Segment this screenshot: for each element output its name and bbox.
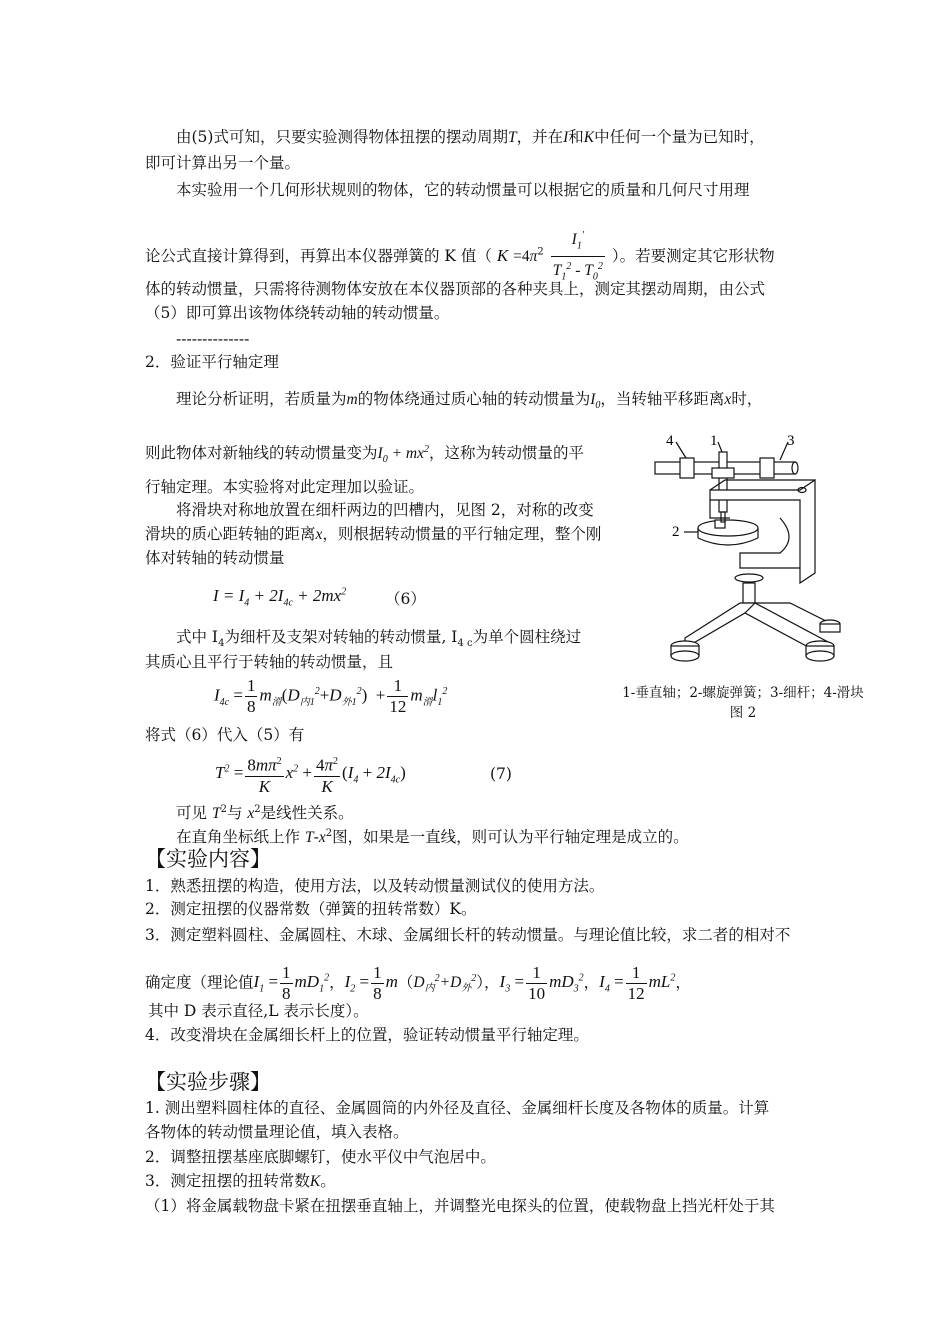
figure-label-1: 1 xyxy=(710,433,718,449)
figure-label-4: 4 xyxy=(666,433,674,449)
para8: 在直角坐标纸上作 $T-x^2$图，如果是一直线，则可认为平行轴定理是成立的。 xyxy=(176,828,689,847)
figure-caption: 1-垂直轴；2-螺旋弹簧；3-细杆；4-滑块 图 2 xyxy=(622,685,864,721)
para7: 可见 $T^2$与 $x^2$是线性关系。 xyxy=(176,804,354,823)
equation-7: $T^2$ = $\frac{8m\pi^2}{K}$ $x^2$ + $\frac{4\pi^2}{K}$ $(I_4 + 2I_{4c})$ xyxy=(215,752,406,797)
step-3: 3．测定扭摆的扭转常数K。 xyxy=(145,1172,336,1190)
separator: -------------- xyxy=(176,330,250,348)
section2-title: 2．验证平行轴定理 xyxy=(145,353,279,371)
content-item-3: 3．测定塑料圆柱、金属圆柱、木球、金属细长杆的转动惯量。与理论值比较，求二者的相对不 xyxy=(145,926,791,944)
para4-line1: 将滑块对称地放置在细杆两边的凹槽内，见图 2，对称的改变 xyxy=(176,501,594,519)
para2-line2: 论公式直接计算得到，再算出本仪器弹簧的 K 值（ $K =4\pi^2$ $\frac{I_1'}{T_1^2 - T_0^2}$ ）。若要测定其它形状物 xyxy=(145,226,775,288)
equation-6-number: （6） xyxy=(385,590,426,608)
step-1-line1: 1. 测出塑料圆柱体的直径、金属圆筒的内外径及直径、金属细杆长度及各物体的质量。计算 xyxy=(145,1099,770,1117)
para2-line3: 体的转动惯量，只需将待测物体安放在本仪器顶部的各种夹具上，测定其摆动周期，由公式 xyxy=(145,280,766,298)
content-item-3-formulas: 确定度（理论值$I_1$ = $\frac{1}{8}$ $mD_1^2$，$I_2$ = $\frac{1}{8}$ $m(D_内^2+D_外^2)$，$I_3$ = $\frac{1}{10}$ $mD_3^2$，$I_4$ = $\frac{1}{12}$ $mL^2$， xyxy=(145,963,691,1003)
para2-line1: 本实验用一个几何形状规则的物体，它的转动惯量可以根据它的质量和几何尺寸用理 xyxy=(176,181,750,199)
para1-line2: 即可计算出另一个量。 xyxy=(145,154,301,172)
para3-line3: 行轴定理。本实验将对此定理加以验证。 xyxy=(145,478,425,496)
step-1-line2: 各物体的转动惯量理论值，填入表格。 xyxy=(145,1123,409,1141)
para5-line2: 其质心且平行于转轴的转动惯量，且 xyxy=(145,653,394,671)
para4-line2: 滑块的质心距转轴的距离x，则根据转动惯量的平行轴定理，整个刚 xyxy=(145,525,602,543)
para2-line4: （5）即可算出该物体绕转动轴的转动惯量。 xyxy=(145,304,450,322)
torsion-pendulum-figure xyxy=(630,428,880,678)
para3-line1: 理论分析证明，若质量为m的物体绕通过质心轴的转动惯量为$I_0$，当转轴平移距离x时， xyxy=(176,390,763,412)
content-item-4: 4．改变滑块在金属细长杆上的位置，验证转动惯量平行轴定理。 xyxy=(145,1026,589,1044)
heading-content: 【实验内容】 xyxy=(145,847,271,871)
para5-line1: 式中 $I_4$为细杆及支架对转轴的转动惯量, $I_{4 c}$为单个圆柱绕过 xyxy=(176,628,582,650)
figure-label-3: 3 xyxy=(787,433,795,449)
step-3-1: （1）将金属载物盘卡紧在扭摆垂直轴上，并调整光电探头的位置，使载物盘上挡光杆处于其 xyxy=(145,1197,775,1215)
content-item-1: 1．熟悉扭摆的构造，使用方法，以及转动惯量测试仪的使用方法。 xyxy=(145,877,605,895)
content-item-2: 2．测定扭摆的仪器常数（弹簧的扭转常数）K。 xyxy=(145,900,477,918)
para6: 将式（6）代入（5）有 xyxy=(145,726,305,744)
heading-steps: 【实验步骤】 xyxy=(145,1070,271,1094)
step-2: 2．调整扭摆基座底脚螺钉，使水平仪中气泡居中。 xyxy=(145,1148,496,1166)
content-item-3-note: 其中 D 表示直径,L 表示长度）。 xyxy=(148,1002,369,1020)
equation-6: $I = I_4 + 2I_{4c} + 2mx^2$ xyxy=(213,586,347,609)
para3-line2: 则此物体对新轴线的转动惯量变为$I_0 + mx^2$，这称为转动惯量的平 xyxy=(145,444,584,466)
para1-line1: 由(5)式可知，只要实验测得物体扭摆的摆动周期T，并在I和K中任何一个量为已知时， xyxy=(176,128,765,146)
para4-line3: 体对转轴的转动惯量 xyxy=(145,549,285,567)
figure-label-2: 2 xyxy=(672,524,680,540)
equation-i4c: $I_{4c}$ = $\frac{1}{8}$ $m_滑(D_{内1}^2+D_{外1}^2)$ + $\frac{1}{12}$ $m_滑l_1^2$ xyxy=(214,676,448,716)
equation-7-number: (7) xyxy=(490,765,512,783)
